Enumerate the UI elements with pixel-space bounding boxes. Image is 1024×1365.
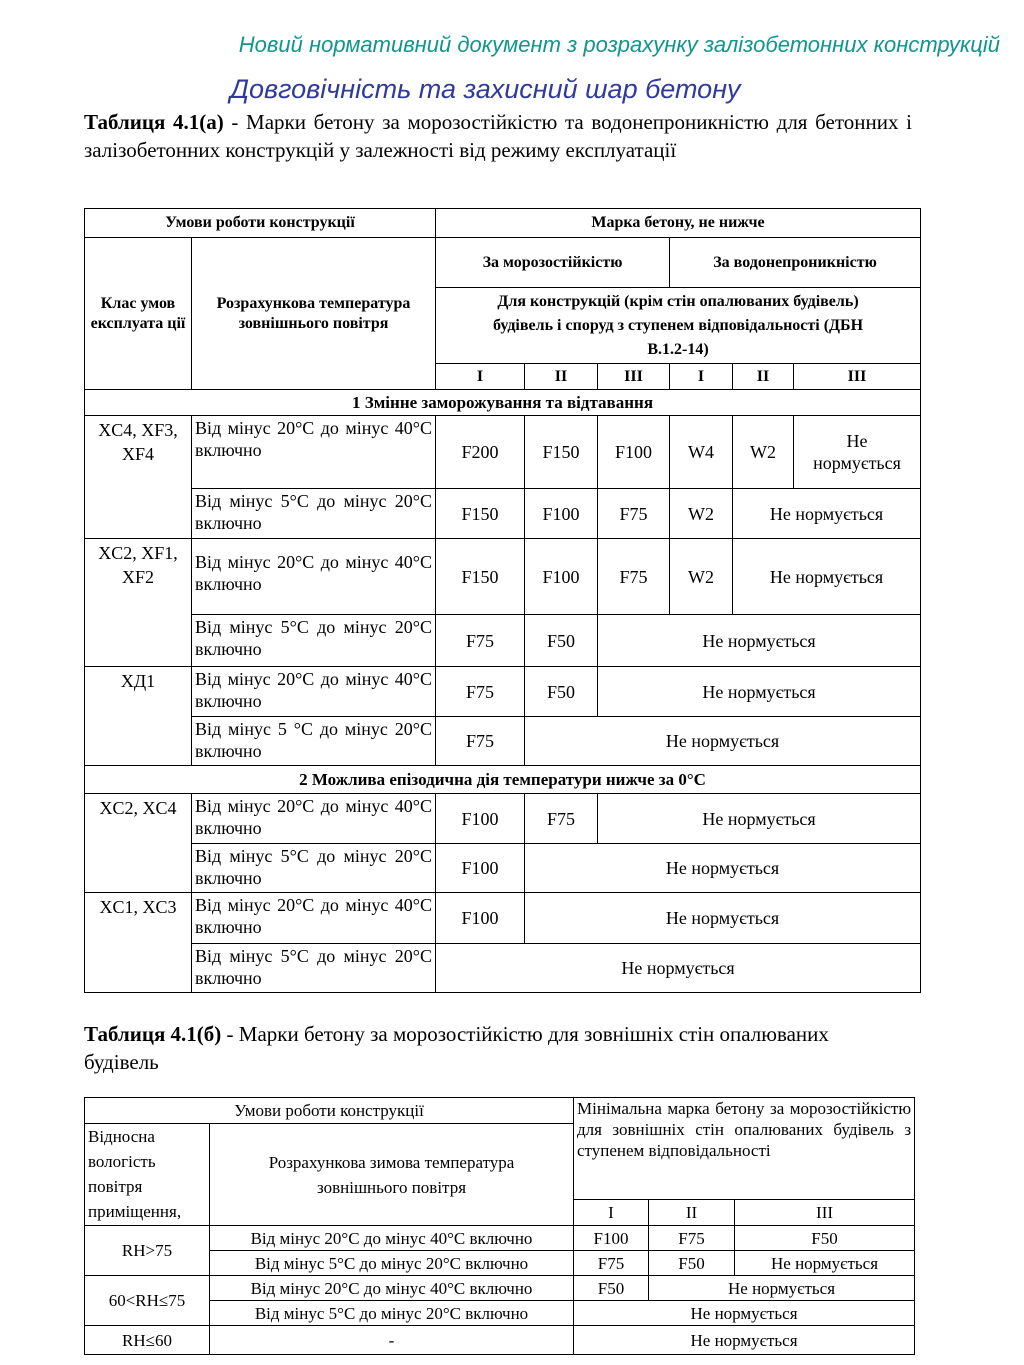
header-conditions: Умови роботи конструкції — [85, 1098, 574, 1124]
table-b-caption-number: Таблиця 4.1(б) — [84, 1022, 222, 1046]
condition-cell: Від мінус 20°С до мінус 40°С включно — [192, 667, 436, 717]
grade-cell: W2 — [670, 489, 733, 539]
not-normed-cell: Не нормується — [733, 489, 921, 539]
grade-cell: F50 — [525, 615, 598, 667]
grade-cell: W4 — [670, 416, 733, 489]
grade-cell: F100 — [574, 1226, 649, 1251]
condition-cell: Від мінус 5°С до мінус 20°С включно — [210, 1251, 574, 1276]
document-header-title: Новий нормативний документ з розрахунку залізобетонних конструкцій — [238, 32, 1000, 57]
not-normed-cell: Не нормується — [525, 844, 921, 893]
table-b-caption — [84, 1020, 844, 1076]
grade-cell: F150 — [436, 539, 525, 615]
grade-cell: F50 — [525, 667, 598, 717]
not-normed-cell: Не нормується — [794, 416, 921, 489]
grade-cell: Не нормується — [735, 1251, 915, 1276]
not-normed-cell: Не нормується — [598, 615, 921, 667]
humidity-cell: RH>75 — [85, 1226, 210, 1276]
not-normed-cell: Не нормується — [436, 944, 921, 993]
header-humidity: Відносна вологість повітря приміщення, — [85, 1124, 210, 1226]
level-frost-3: III — [598, 364, 670, 390]
header-min-grade: Мінімальна марка бетону за морозостійкістю для зовнішніх стін опалюваних будівель з ступенем відповідальності — [574, 1098, 915, 1200]
grade-cell: F75 — [574, 1251, 649, 1276]
condition-cell: Від мінус 5°С до мінус 20°С включно — [192, 615, 436, 667]
header-water-resistance: За водонепроникністю — [670, 238, 921, 288]
grade-cell: F50 — [574, 1276, 649, 1301]
grade-cell: F75 — [525, 794, 598, 844]
grade-cell: F75 — [649, 1226, 735, 1251]
class-cell: XC2, XC4 — [85, 794, 192, 893]
header-class: Клас умов експлуата ції — [85, 238, 192, 390]
grade-cell: F100 — [598, 416, 670, 489]
not-normed-cell: Не нормується — [733, 539, 921, 615]
condition-cell: Від мінус 20°С до мінус 40°С включно — [192, 893, 436, 944]
header-conditions: Умови роботи конструкції — [85, 209, 436, 238]
document-header-subtitle: Довговічність та захисний шар бетону — [230, 74, 741, 104]
condition-cell: Від мінус 5°С до мінус 20°С включно — [192, 844, 436, 893]
table-a — [84, 208, 921, 993]
level-3: III — [735, 1200, 915, 1226]
not-normed-cell: Не нормується — [525, 717, 921, 766]
header-grade: Марка бетону, не нижче — [436, 209, 921, 238]
table-a-caption-number: Таблиця 4.1(а) — [84, 110, 224, 134]
grade-cell: F100 — [525, 489, 598, 539]
grade-cell: F75 — [436, 717, 525, 766]
level-water-1: I — [670, 364, 733, 390]
header-structures-note: Для конструкцій (крім стін опалюваних будівель) будівель і споруд з ступенем відповідальності (ДБН В.1.2-14) — [436, 288, 921, 364]
condition-cell: Від мінус 20°С до мінус 40°С включно — [192, 794, 436, 844]
not-normed-cell: Не нормується — [574, 1301, 915, 1326]
condition-cell: Від мінус 20°С до мінус 40°С включно — [210, 1276, 574, 1301]
grade-cell: W2 — [733, 416, 794, 489]
not-normed-cell: Не нормується — [574, 1326, 915, 1355]
condition-cell: Від мінус 20°С до мінус 40°С включно — [192, 539, 436, 615]
grade-cell: F75 — [436, 615, 525, 667]
condition-cell: Від мінус 20°С до мінус 40°С включно — [210, 1226, 574, 1251]
table-a-caption — [84, 108, 912, 164]
not-normed-cell: Не нормується — [525, 893, 921, 944]
grade-cell: W2 — [670, 539, 733, 615]
level-water-2: II — [733, 364, 794, 390]
class-cell: XC4, XF3, XF4 — [85, 416, 192, 539]
grade-cell: F200 — [436, 416, 525, 489]
grade-cell: F75 — [436, 667, 525, 717]
not-normed-cell: Не нормується — [649, 1276, 915, 1301]
class-cell: XC2, XF1, XF2 — [85, 539, 192, 667]
section-heading: 2 Можлива епізодична дія температури нижче за 0°С — [85, 766, 921, 794]
table-b — [84, 1097, 915, 1355]
grade-cell: F50 — [735, 1226, 915, 1251]
header-frost-resistance: За морозостійкістю — [436, 238, 670, 288]
grade-cell: F100 — [436, 794, 525, 844]
class-cell: XC1, XC3 — [85, 893, 192, 993]
level-water-3: III — [794, 364, 921, 390]
grade-cell: F150 — [436, 489, 525, 539]
header-temperature: Розрахункова зимова температура зовнішнього повітря — [210, 1124, 574, 1226]
condition-cell: Від мінус 5 °С до мінус 20°С включно — [192, 717, 436, 766]
humidity-cell: RH≤60 — [85, 1326, 210, 1355]
level-frost-1: I — [436, 364, 525, 390]
condition-cell: Від мінус 5°С до мінус 20°С включно — [192, 944, 436, 993]
table-a-caption-text: - Марки бетону за морозостійкістю та водонепроникністю для бетонних і залізобетонних конструкцій у залежності від режиму експлуатації — [84, 110, 912, 162]
not-normed-cell: Не нормується — [598, 667, 921, 717]
not-normed-cell: Не нормується — [598, 794, 921, 844]
grade-cell: F100 — [436, 844, 525, 893]
condition-cell: Від мінус 20°С до мінус 40°С включно — [192, 416, 436, 489]
grade-cell: F150 — [525, 416, 598, 489]
humidity-cell: 60<RH≤75 — [85, 1276, 210, 1326]
level-2: II — [649, 1200, 735, 1226]
class-cell: ХД1 — [85, 667, 192, 766]
grade-cell: F100 — [525, 539, 598, 615]
header-temperature: Розрахункова температура зовнішнього повітря — [192, 238, 436, 390]
grade-cell: F50 — [649, 1251, 735, 1276]
level-frost-2: II — [525, 364, 598, 390]
section-heading: 1 Змінне заморожування та відтавання — [85, 390, 921, 416]
condition-cell: - — [210, 1326, 574, 1355]
grade-cell: F75 — [598, 539, 670, 615]
level-1: I — [574, 1200, 649, 1226]
condition-cell: Від мінус 5°С до мінус 20°С включно — [210, 1301, 574, 1326]
grade-cell: F75 — [598, 489, 670, 539]
table-b-caption-text: - Марки бетону за морозостійкістю для зовнішніх стін опалюваних будівель — [84, 1022, 829, 1074]
condition-cell: Від мінус 5°С до мінус 20°С включно — [192, 489, 436, 539]
grade-cell: F100 — [436, 893, 525, 944]
